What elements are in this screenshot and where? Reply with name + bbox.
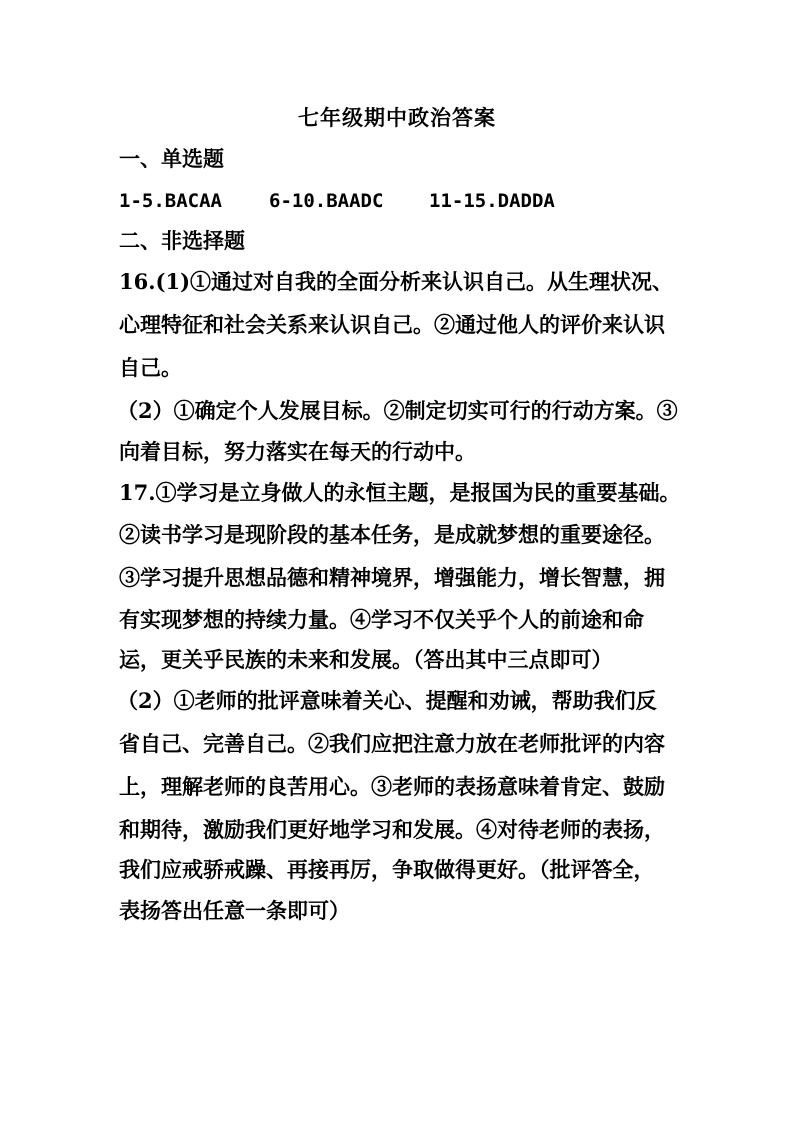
q16-line: 心理特征和社会关系来认识自己。②通过他人的评价来认识: [119, 312, 665, 337]
mc-answer-row: [119, 185, 555, 216]
q17-line: 我们应戒骄戒躁、再接再厉，争取做得更好。（批评答全，: [119, 857, 655, 882]
q17-line: 17.①学习是立身做人的永恒主题，是报国为民的重要基础。: [119, 480, 681, 505]
q16-line: 自己。: [119, 355, 182, 380]
q17-line: 运，更关乎民族的未来和发展。（答出其中三点即可）: [119, 647, 613, 672]
q16-line: 向着目标，努力落实在每天的行动中。: [119, 439, 476, 464]
section-heading-non-choice: 二、非选择题: [119, 228, 245, 253]
page-title: 七年级期中政治答案: [298, 105, 496, 130]
q17-line: （2）①老师的批评意味着关心、提醒和劝诫，帮助我们反: [117, 688, 657, 713]
section-heading-single-choice: 一、单选题: [119, 146, 224, 171]
q16-line: （2）①确定个人发展目标。②制定切实可行的行动方案。③: [117, 398, 678, 423]
q17-line: 表扬答出任意一条即可）: [119, 898, 350, 923]
q17-line: 上，理解老师的良苦用心。③老师的表扬意味着肯定、鼓励: [119, 774, 665, 799]
mc-answer-6-10: 6-10.BAADC: [269, 190, 384, 212]
q17-line: 省自己、完善自己。②我们应把注意力放在老师批评的内容: [119, 731, 665, 756]
q17-line: ②读书学习是现阶段的基本任务，是成就梦想的重要途径。: [119, 522, 665, 547]
mc-answer-11-15: 11-15.DADDA: [429, 190, 555, 212]
q16-line: 16.(1)①通过对自我的全面分析来认识自己。从生理状况、: [119, 269, 674, 294]
q17-line: 有实现梦想的持续力量。④学习不仅关乎个人的前途和命: [119, 607, 644, 632]
q17-line: ③学习提升思想品德和精神境界，增强能力，增长智慧，拥: [119, 565, 665, 590]
mc-answer-1-5: 1-5.BACAA: [119, 190, 222, 212]
q17-line: 和期待，激励我们更好地学习和发展。④对待老师的表扬，: [119, 817, 665, 842]
